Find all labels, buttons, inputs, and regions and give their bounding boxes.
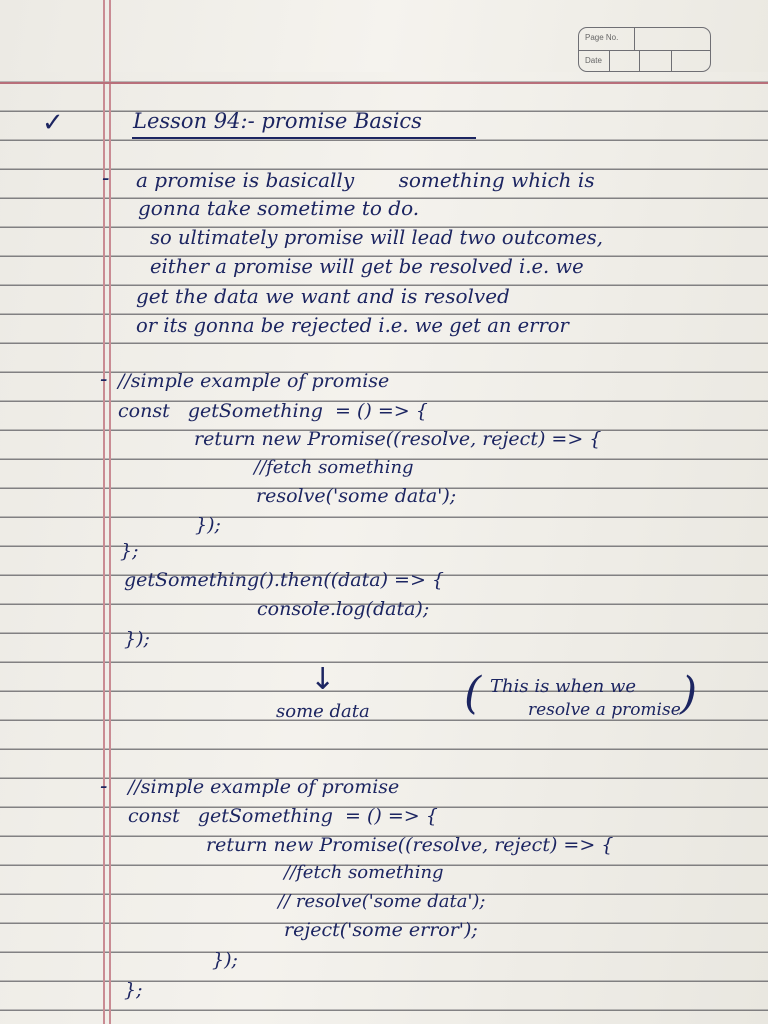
code2-line-2: const getSomething = () => { [128, 805, 438, 827]
bullet-dash: - [100, 367, 108, 392]
lesson-title: Lesson 94:- promise Basics [133, 109, 422, 133]
code2-line-1: //simple example of promise [128, 776, 400, 798]
date-label: Date [585, 55, 602, 65]
code1-line-5: resolve('some data'); [256, 485, 457, 507]
margin-line-left [103, 0, 105, 1024]
code2-line-8: }; [124, 979, 143, 1001]
bullet-dash: - [100, 774, 108, 799]
output-text: some data [276, 701, 370, 722]
para-line-2: gonna take sometime to do. [138, 196, 420, 220]
para-line-6: or its gonna be rejected i.e. we get an error [136, 314, 569, 337]
title-underline [132, 137, 476, 139]
para-line-5: get the data we want and is resolved [136, 284, 510, 308]
code2-line-3: return new Promise((resolve, reject) => { [206, 834, 614, 856]
code1-line-3: return new Promise((resolve, reject) => { [194, 428, 602, 450]
code1-line-4: //fetch something [254, 457, 414, 478]
code2-line-7: }); [212, 949, 238, 971]
bullet-dash: - [102, 166, 110, 191]
note-line-2: resolve a promise [528, 700, 681, 720]
code2-line-4: //fetch something [284, 862, 444, 883]
code2-line-5: // resolve('some data'); [278, 891, 486, 912]
note-open-paren: ( [464, 668, 482, 719]
note-line-1: This is when we [490, 676, 637, 697]
para-line-1: a promise is basically something which is [136, 168, 595, 192]
header-rule [0, 82, 768, 84]
page-no-label: Page No. [585, 33, 619, 42]
margin-line-right [109, 0, 111, 1024]
down-arrow-icon: ↓ [310, 662, 336, 697]
code1-line-6: }); [195, 514, 221, 536]
code1-line-7: }; [120, 540, 139, 562]
code1-line-10: }); [124, 628, 150, 650]
code2-line-6: reject('some error'); [284, 919, 478, 941]
code1-line-8: getSomething().then((data) => { [124, 569, 445, 591]
code1-line-1: //simple example of promise [118, 370, 390, 392]
page-date-box [578, 27, 711, 72]
para-line-3: so ultimately promise will lead two outcomes, [150, 226, 603, 249]
note-close-paren: ) [680, 668, 698, 719]
check-mark-icon: ✓ [42, 108, 64, 138]
code1-line-2: const getSomething = () => { [118, 400, 428, 422]
code1-line-9: console.log(data); [257, 598, 430, 620]
para-line-4: either a promise will get be resolved i.e. we [150, 255, 584, 278]
